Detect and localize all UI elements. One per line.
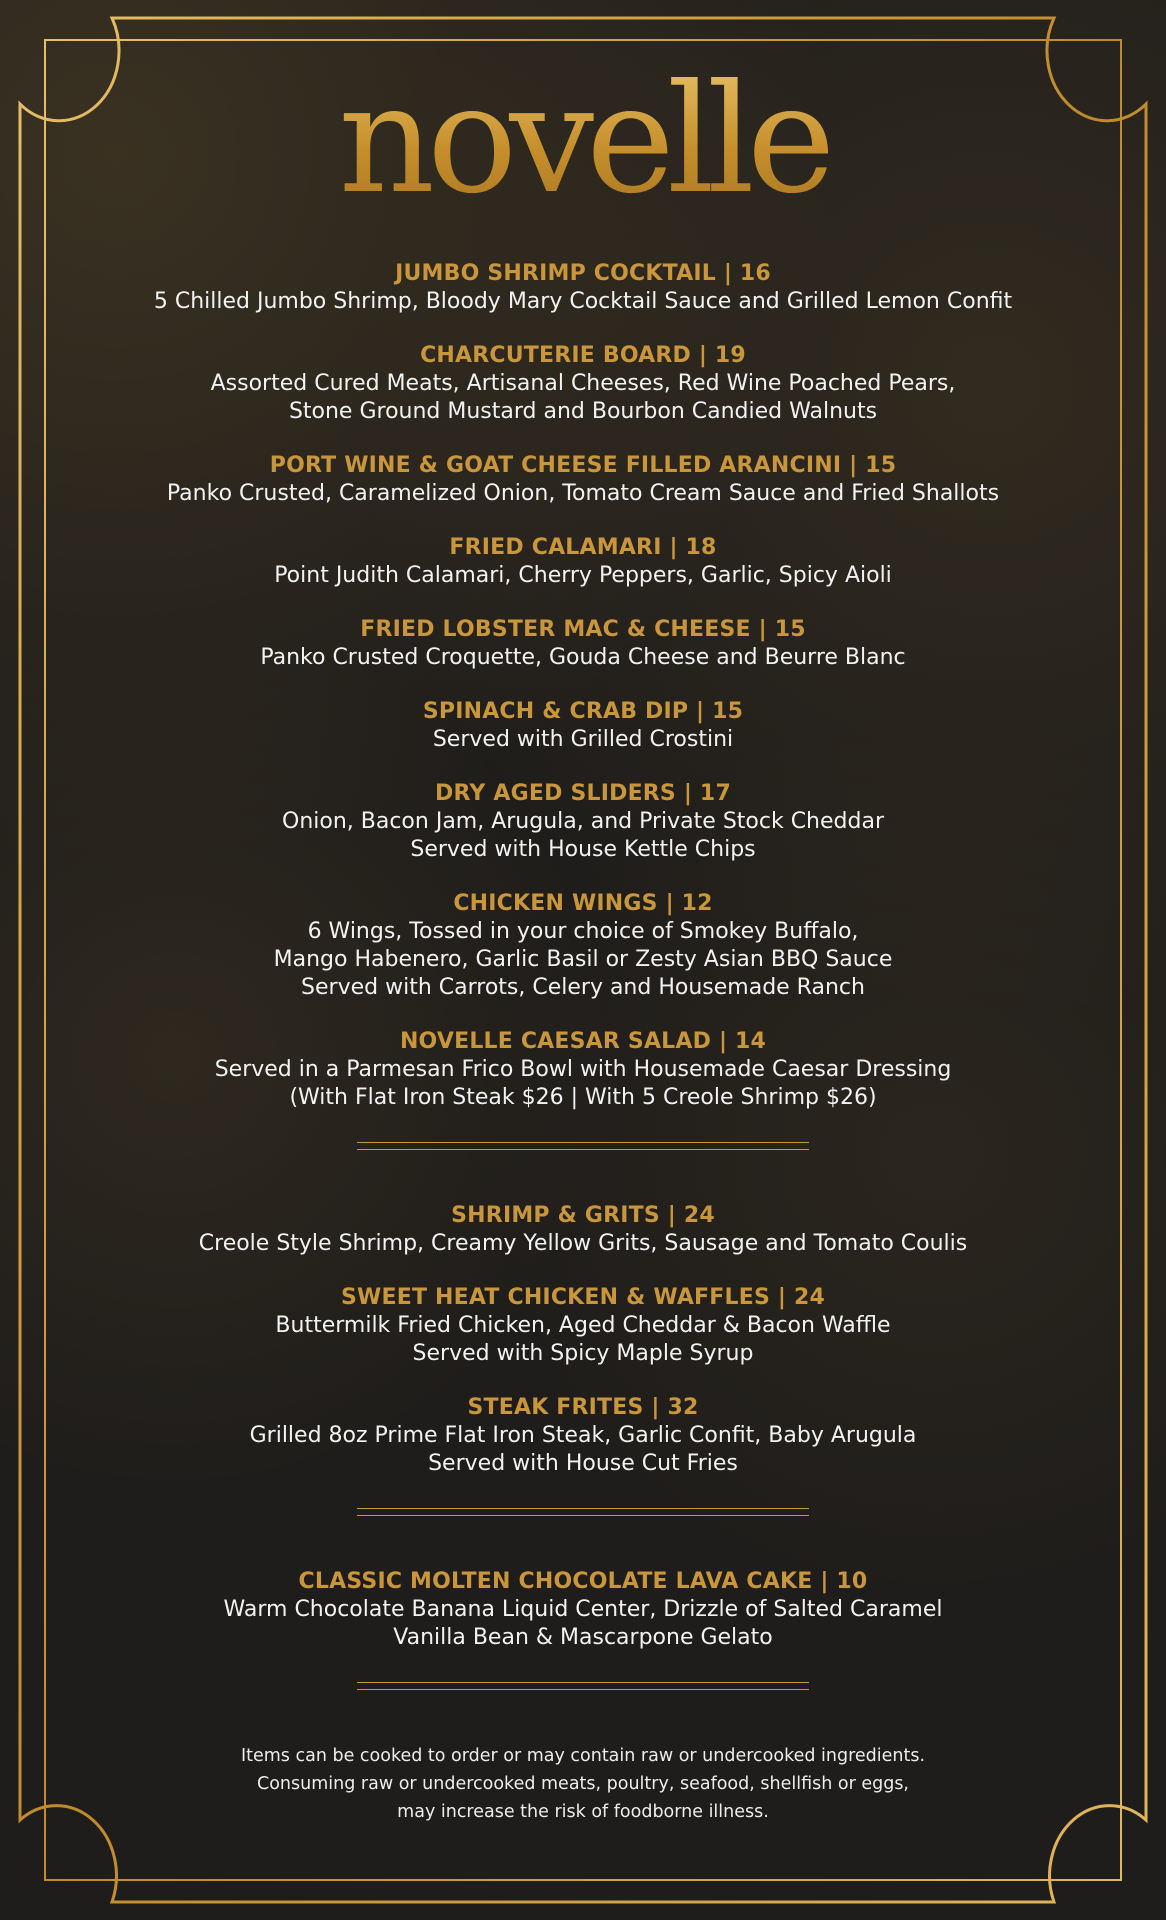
menu-item xyxy=(140,1568,1026,1652)
item-description: Vanilla Bean & Mascarpone Gelato xyxy=(393,1625,773,1650)
disclaimer-line: Consuming raw or undercooked meats, poultry, seafood, shellfish or eggs, xyxy=(257,1774,909,1794)
item-description: Assorted Cured Meats, Artisanal Cheeses, Red Wine Poached Pears, xyxy=(210,371,956,396)
item-description: Served with Grilled Crostini xyxy=(432,727,734,752)
item-description: 5 Chilled Jumbo Shrimp, Bloody Mary Cocktail Sauce and Grilled Lemon Confit xyxy=(153,289,1013,314)
menu-item xyxy=(140,616,1026,672)
item-title: DRY AGED SLIDERS | 17 xyxy=(435,781,731,806)
section-divider xyxy=(357,1508,809,1516)
menu-item xyxy=(140,260,1026,316)
menu-item xyxy=(140,1202,1026,1258)
menu-item xyxy=(140,698,1026,754)
item-title: CHICKEN WINGS | 12 xyxy=(453,891,713,916)
section-divider xyxy=(357,1142,809,1150)
menu-item xyxy=(140,1284,1026,1368)
item-description: Served with Spicy Maple Syrup xyxy=(412,1341,754,1366)
item-description: (With Flat Iron Steak $26 | With 5 Creole Shrimp $26) xyxy=(289,1085,877,1110)
disclaimer-line: Items can be cooked to order or may contain raw or undercooked ingredients. xyxy=(240,1746,926,1766)
item-description: 6 Wings, Tossed in your choice of Smokey Buffalo, xyxy=(307,919,859,944)
menu-item xyxy=(140,1028,1026,1112)
item-title: STEAK FRITES | 32 xyxy=(467,1395,699,1420)
menu-item xyxy=(140,342,1026,426)
item-description: Point Judith Calamari, Cherry Peppers, Garlic, Spicy Aioli xyxy=(274,563,892,588)
item-description: Warm Chocolate Banana Liquid Center, Drizzle of Salted Caramel xyxy=(223,1597,943,1622)
item-description: Served with House Cut Fries xyxy=(428,1451,738,1476)
item-description: Served in a Parmesan Frico Bowl with Housemade Caesar Dressing xyxy=(214,1057,952,1082)
item-title: SHRIMP & GRITS | 24 xyxy=(451,1203,715,1228)
item-title: FRIED CALAMARI | 18 xyxy=(449,535,717,560)
item-title: SWEET HEAT CHICKEN & WAFFLES | 24 xyxy=(341,1285,825,1310)
menu-item xyxy=(140,890,1026,1002)
item-title: JUMBO SHRIMP COCKTAIL | 16 xyxy=(395,261,771,286)
menu-list xyxy=(140,260,1026,1826)
item-description: Onion, Bacon Jam, Arugula, and Private Stock Cheddar xyxy=(282,809,884,834)
item-title: CHARCUTERIE BOARD | 19 xyxy=(420,343,746,368)
item-description: Buttermilk Fried Chicken, Aged Cheddar & Bacon Waffle xyxy=(275,1313,891,1338)
item-description: Grilled 8oz Prime Flat Iron Steak, Garlic Confit, Baby Arugula xyxy=(249,1423,917,1448)
brand-logo: novelle xyxy=(0,55,1166,225)
item-title: CLASSIC MOLTEN CHOCOLATE LAVA CAKE | 10 xyxy=(298,1569,868,1594)
item-description: Panko Crusted, Caramelized Onion, Tomato Cream Sauce and Fried Shallots xyxy=(166,481,1000,506)
item-title: PORT WINE & GOAT CHEESE FILLED ARANCINI | 15 xyxy=(269,453,897,478)
menu-item xyxy=(140,1394,1026,1478)
menu-item xyxy=(140,780,1026,864)
item-description: Panko Crusted Croquette, Gouda Cheese and Beurre Blanc xyxy=(260,645,906,670)
disclaimer-line: may increase the risk of foodborne illness. xyxy=(397,1802,769,1822)
menu-item xyxy=(140,452,1026,508)
item-description: Served with Carrots, Celery and Housemade Ranch xyxy=(301,975,865,1000)
menu-item xyxy=(140,534,1026,590)
item-description: Served with House Kettle Chips xyxy=(410,837,756,862)
item-description: Mango Habenero, Garlic Basil or Zesty Asian BBQ Sauce xyxy=(273,947,893,972)
allergy-disclaimer xyxy=(140,1742,1026,1826)
item-title: FRIED LOBSTER MAC & CHEESE | 15 xyxy=(360,617,806,642)
item-description: Stone Ground Mustard and Bourbon Candied Walnuts xyxy=(288,399,878,424)
item-title: NOVELLE CAESAR SALAD | 14 xyxy=(399,1029,767,1054)
item-description: Creole Style Shrimp, Creamy Yellow Grits, Sausage and Tomato Coulis xyxy=(198,1231,968,1256)
item-title: SPINACH & CRAB DIP | 15 xyxy=(422,699,744,724)
section-divider xyxy=(357,1682,809,1690)
